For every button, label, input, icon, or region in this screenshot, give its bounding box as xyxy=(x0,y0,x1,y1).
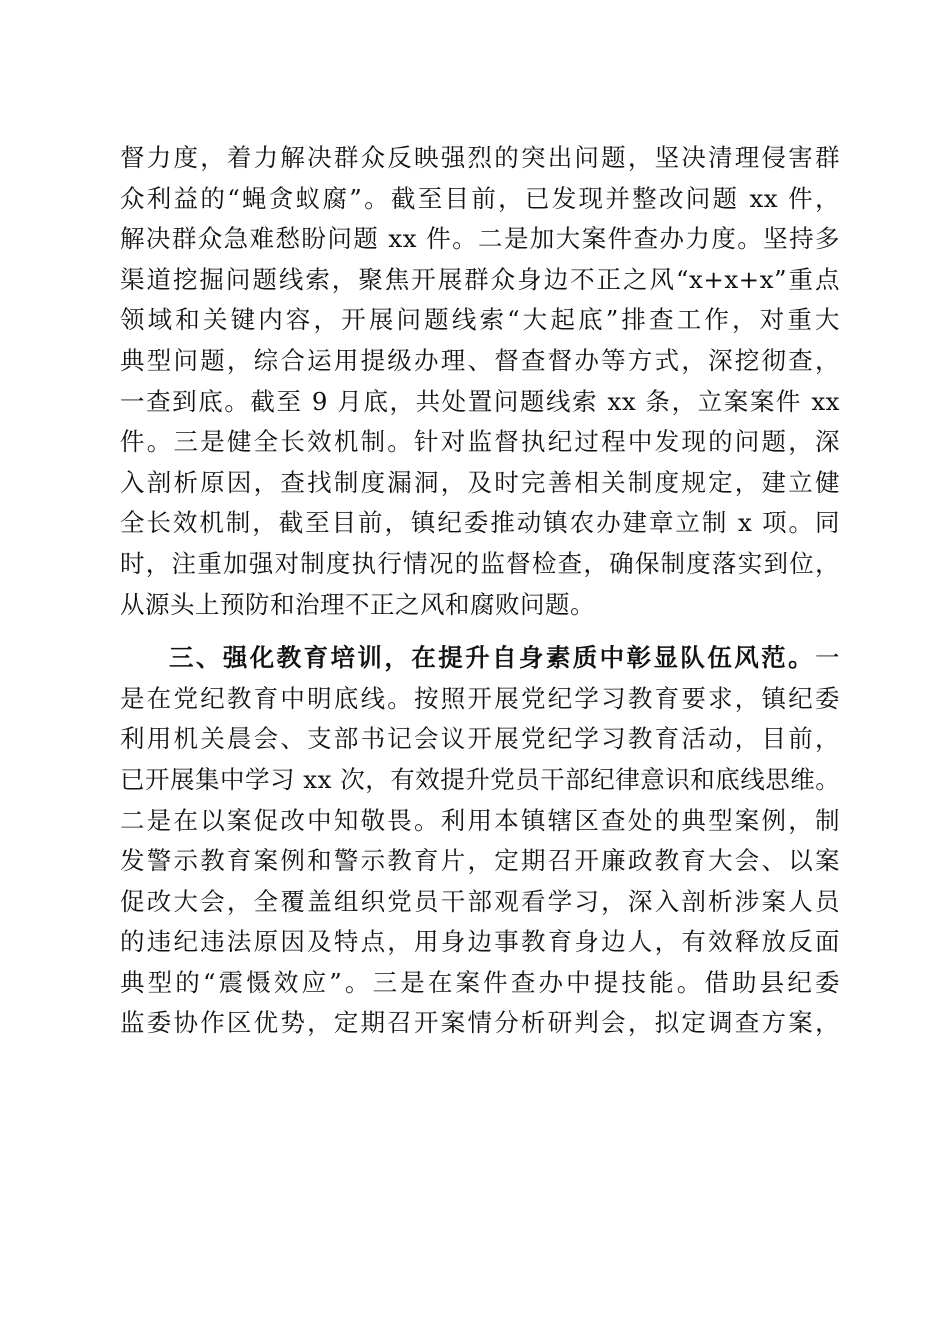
section-heading-line xyxy=(120,638,840,679)
text-line: 利用机关晨会、支部书记会议开展党纪学习教育活动，目前， xyxy=(120,724,840,754)
text-line: 监委协作区优势，定期召开案情分析研判会，拟定调查方案， xyxy=(120,1008,840,1038)
text-line: 已开展集中学习 xx 次，有效提升党员干部纪律意识和底线思维。 xyxy=(120,764,841,794)
text-line: 时，注重加强对制度执行情况的监督检查，确保制度落实到位， xyxy=(120,548,840,578)
text-line: 二是在以案促改中知敬畏。利用本镇辖区查处的典型案例，制 xyxy=(120,805,840,835)
text-line: 促改大会，全覆盖组织党员干部观看学习，深入剖析涉案人员 xyxy=(120,886,840,916)
text-line: 督力度，着力解决群众反映强烈的突出问题，坚决清理侵害群 xyxy=(120,143,840,172)
text-line: 典型的“震慑效应”。三是在案件查办中提技能。借助县纪委 xyxy=(120,967,840,997)
paragraph-education-training xyxy=(120,638,840,1044)
document-body xyxy=(120,138,840,1044)
section-heading: 三、强化教育培训，在提升自身素质中彰显队伍风范。 xyxy=(169,643,815,673)
text-line: 解决群众急难愁盼问题 xx 件。二是加大案件查办力度。坚持多 xyxy=(120,224,840,254)
text-line: 发警示教育案例和警示教育片，定期召开廉政教育大会、以案 xyxy=(120,846,840,876)
text-line: 件。三是健全长效机制。针对监督执纪过程中发现的问题，深 xyxy=(120,427,840,457)
paragraph-supervision xyxy=(120,138,840,625)
text-line: 众利益的“蝇贪蚁腐”。截至目前，已发现并整改问题 xx 件， xyxy=(120,183,840,213)
text-line: 是在党纪教育中明底线。按照开展党纪学习教育要求，镇纪委 xyxy=(120,683,840,713)
text-line: 领域和关键内容，开展问题线索“大起底”排查工作，对重大 xyxy=(120,305,840,335)
text-fragment: 一 xyxy=(815,643,840,673)
text-line: 全长效机制，截至目前，镇纪委推动镇农办建章立制 x 项。同 xyxy=(120,508,840,538)
paragraph-gap xyxy=(120,625,840,638)
text-line: 一查到底。截至 9 月底，共处置问题线索 xx 条，立案案件 xx xyxy=(120,386,840,416)
text-line: 渠道挖掘问题线索，聚焦开展群众身边不正之风“x+x+x”重点 xyxy=(120,264,840,294)
text-line: 从源头上预防和治理不正之风和腐败问题。 xyxy=(120,589,595,619)
text-line: 的违纪违法原因及特点，用身边事教育身边人，有效释放反面 xyxy=(120,927,840,957)
text-line: 典型问题，综合运用提级办理、督查督办等方式，深挖彻查， xyxy=(120,345,840,375)
text-line: 入剖析原因，查找制度漏洞，及时完善相关制度规定，建立健 xyxy=(120,467,840,497)
